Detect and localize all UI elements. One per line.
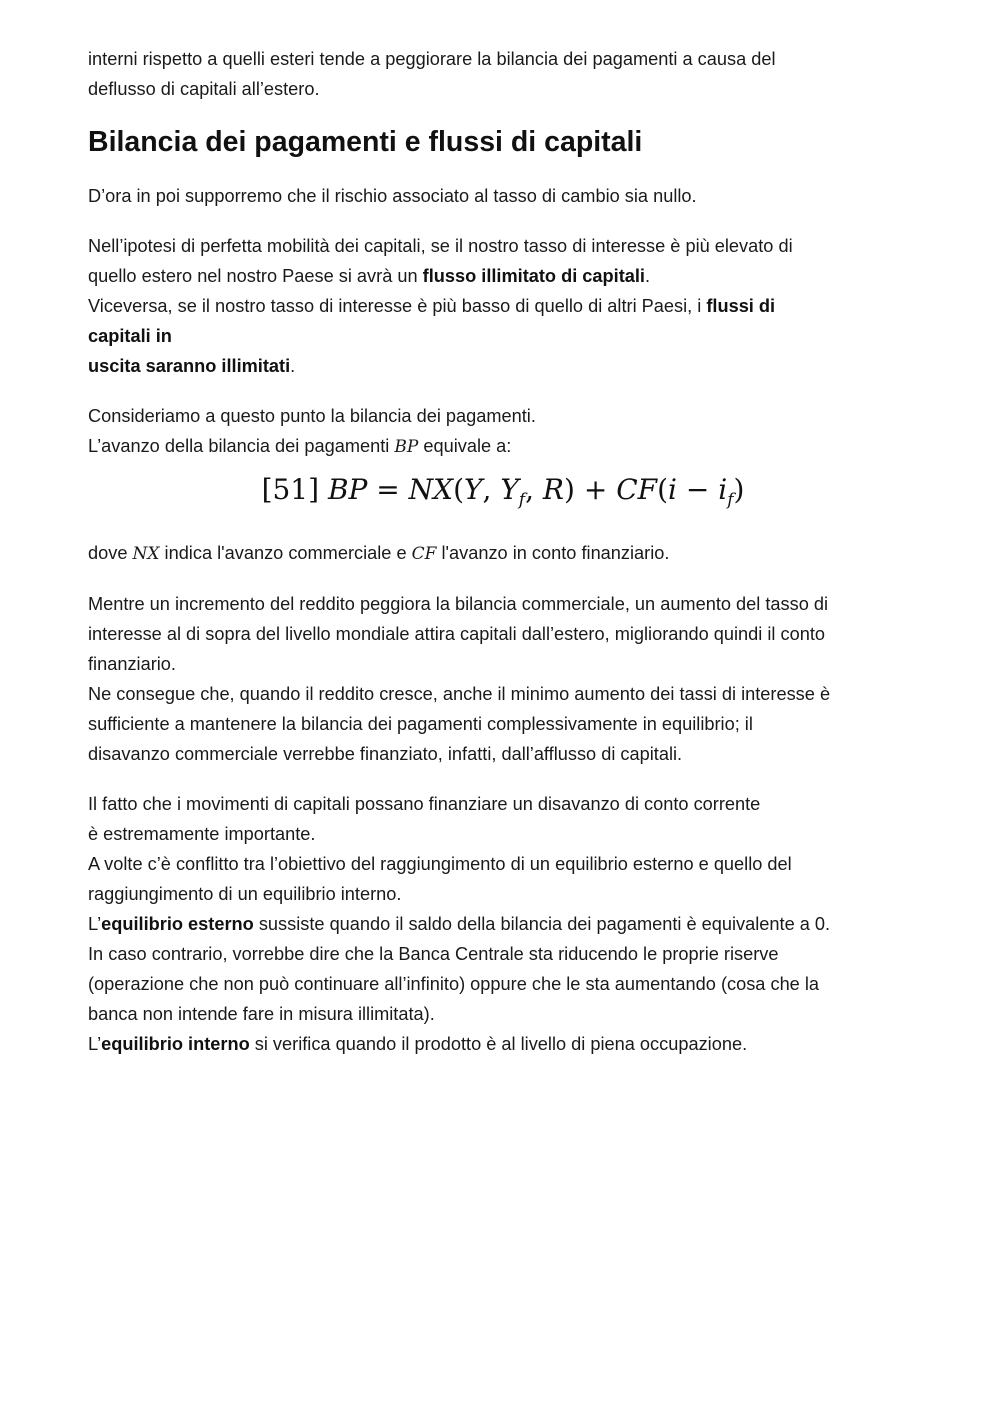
math-symbol: i (718, 473, 728, 506)
text-line (88, 321, 918, 351)
math-subscript: f (727, 490, 734, 510)
text-line: deflusso di capitali all’estero. (88, 79, 320, 99)
text-span: si verifica quando il prodotto è al livello di piena occupazione. (249, 1034, 748, 1054)
text-span: L’avanzo della bilancia dei pagamenti (88, 436, 395, 456)
text-line: D’ora in poi supporremo che il rischio associato al tasso di cambio sia nullo. (88, 186, 697, 206)
math-operator: − (676, 473, 719, 506)
math-symbol: Y (464, 473, 483, 506)
text-span: sussiste quando il saldo della bilancia dei pagamenti è equivalente a 0. (253, 914, 831, 934)
math-symbol: BP (327, 473, 368, 506)
math-symbol: BP (394, 437, 419, 457)
math-symbol: NX (132, 544, 160, 564)
math-operator: ( (657, 473, 668, 506)
text-line: Il fatto che i movimenti di capitali possano finanziare un disavanzo di conto corrente (88, 794, 761, 814)
math-symbol: Y (500, 473, 519, 506)
math-operator: + (574, 473, 617, 506)
math-operator: , (525, 473, 543, 506)
text-line: Ne consegue che, quando il reddito cresce, anche il minimo aumento dei tassi di interesse è (88, 684, 831, 704)
paragraph-income-interest (88, 589, 918, 769)
text-span: quello estero nel nostro Paese si avrà un (88, 266, 423, 286)
paragraph-equilibrium (88, 789, 918, 1059)
intro-paragraph (88, 44, 918, 104)
math-symbol: i (668, 473, 677, 506)
text-span: indica l'avanzo commerciale e (159, 543, 412, 563)
text-line: In caso contrario, vorrebbe dire che la Banca Centrale sta riducendo le proprie riserve (88, 944, 779, 964)
text-line: interni rispetto a quelli esteri tende a peggiorare la bilancia dei pagamenti a causa del (88, 49, 776, 69)
math-symbol: R (542, 473, 564, 506)
paragraph-balance-intro (88, 401, 918, 462)
text-line: interesse al di sopra del livello mondiale attira capitali dall’estero, migliorando quindi il conto (88, 624, 825, 644)
text-span: Viceversa, se il nostro tasso di interesse è più basso di quello di altri Paesi, i (88, 296, 707, 316)
text-line (88, 538, 918, 569)
text-line: sufficiente a mantenere la bilancia dei pagamenti complessivamente in equilibrio; il (88, 714, 753, 734)
paragraph-capital-mobility (88, 231, 918, 381)
bold-term: uscita saranno illimitati (88, 356, 291, 376)
paragraph-definitions (88, 538, 918, 569)
section-heading: Bilancia dei pagamenti e flussi di capitali (88, 126, 643, 158)
text-line: disavanzo commerciale verrebbe finanziato, infatti, dall’afflusso di capitali. (88, 744, 683, 764)
text-span: l'avanzo in conto finanziario. (436, 543, 670, 563)
text-line (88, 261, 918, 291)
math-symbol: NX (408, 473, 454, 506)
text-line (88, 431, 918, 462)
text-line (88, 291, 918, 321)
text-line: banca non intende fare in misura illimitata). (88, 1004, 435, 1024)
text-span: L’ (88, 914, 102, 934)
bold-term: flusso illimitato di capitali (422, 266, 645, 286)
text-line: Consideriamo a questo punto la bilancia dei pagamenti. (88, 406, 536, 426)
bold-term: equilibrio esterno (101, 914, 254, 934)
text-line (88, 1029, 918, 1059)
text-line: A volte c’è conflitto tra l’obiettivo del raggiungimento di un equilibrio esterno e quello del (88, 854, 792, 874)
math-operator: ( (453, 473, 465, 506)
text-line (88, 351, 918, 381)
text-line: (operazione che non può continuare all’infinito) oppure che le sta aumentando (cosa che la (88, 974, 820, 994)
text-line: Nell’ipotesi di perfetta mobilità dei capitali, se il nostro tasso di interesse è più elevato di (88, 236, 793, 256)
math-operator: ) (564, 473, 575, 506)
text-span: . (644, 266, 651, 286)
text-line: è estremamente importante. (88, 824, 316, 844)
math-symbol: CF (616, 473, 658, 506)
math-operator: ) (733, 473, 745, 506)
math-symbol: CF (411, 544, 437, 564)
text-line (88, 909, 918, 939)
text-line: finanziario. (88, 654, 176, 674)
text-span: L’ (88, 1034, 102, 1054)
math-operator: , (482, 473, 501, 506)
bold-term: equilibrio interno (101, 1034, 250, 1054)
equation-51 (88, 470, 918, 520)
text-line: raggiungimento di un equilibrio interno. (88, 884, 402, 904)
bold-term: capitali in (88, 326, 172, 346)
math-subscript: f (518, 490, 526, 510)
text-span: dove (88, 543, 133, 563)
paragraph-risk (88, 181, 918, 211)
text-span: equivale a: (418, 436, 512, 456)
equation-number: [51] (261, 473, 320, 506)
text-line: Mentre un incremento del reddito peggiora la bilancia commerciale, un aumento del tasso di (88, 594, 829, 614)
bold-term: flussi di (706, 296, 776, 316)
document-body (88, 44, 918, 1079)
math-operator: = (367, 473, 409, 506)
text-span: . (290, 356, 296, 376)
